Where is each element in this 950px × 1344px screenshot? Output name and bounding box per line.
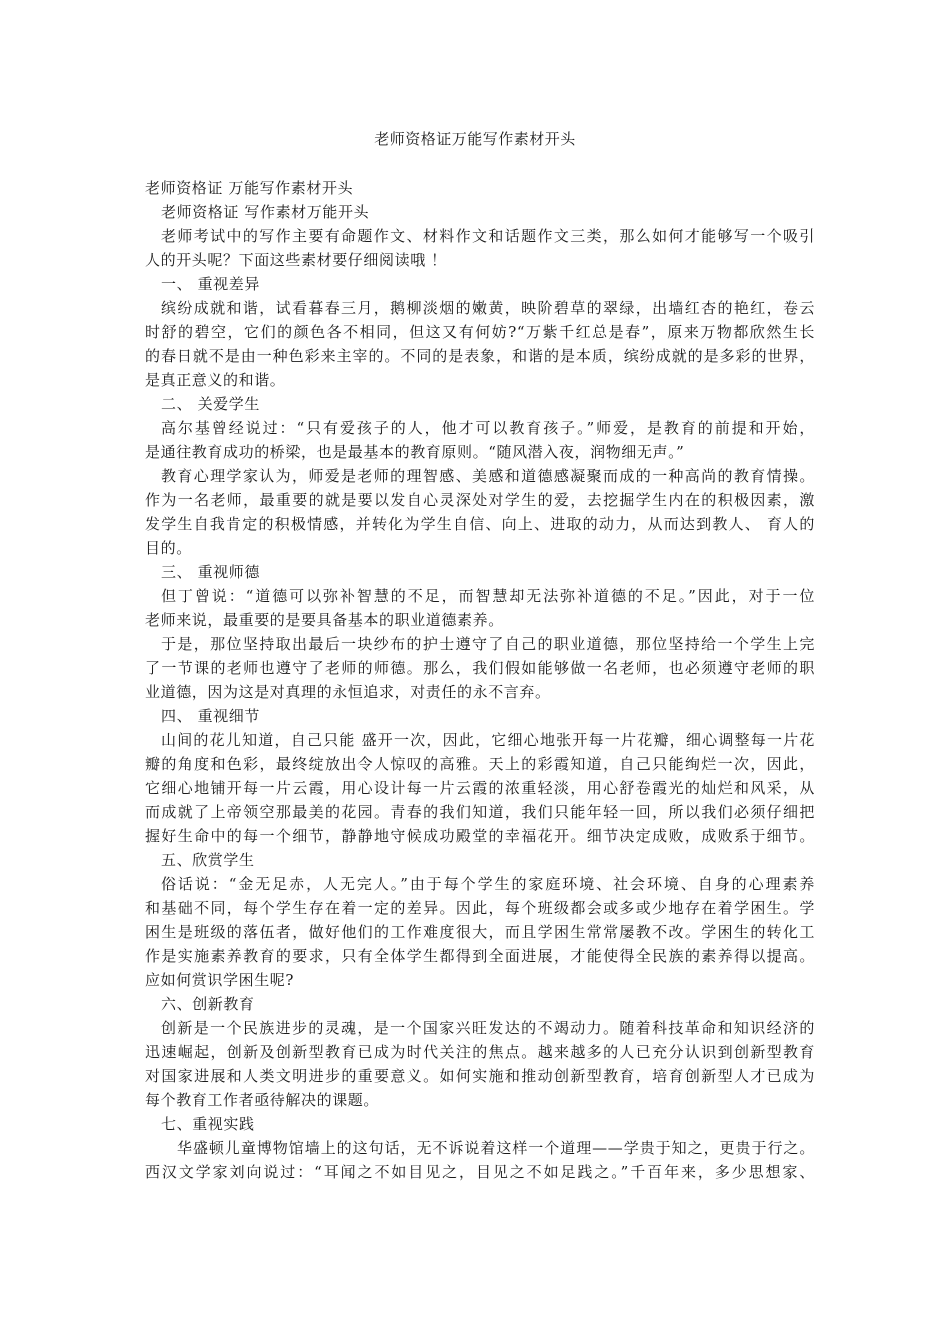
text-line: 困生是班级的落伍者，做好他们的工作难度很大，而且学困生常常屡教不改。学困生的转化工 — [145, 923, 815, 941]
text-line: 六、创新教育 — [161, 995, 255, 1013]
text-line: 对国家进展和人类文明进步的重要意义。如何实施和推动创新型教育，培育创新型人才已成为 — [145, 1067, 815, 1085]
text-line: 人的开头呢？下面这些素材要仔细阅读哦 ！ — [145, 251, 447, 269]
text-line: 作是实施素养教育的要求，只有全体学生都得到全面进展，才能使得全民族的素养得以提高。 — [145, 947, 815, 965]
text-line: 一、 重视差异 — [161, 275, 260, 293]
text-line: 了一节课的老师也遵守了老师的师德。那么，我们假如能够做一名老师，也必须遵守老师的职 — [145, 659, 815, 677]
text-line: 教育心理学家认为，师爱是老师的理智感、美感和道德感凝聚而成的一种高尚的教育情操。 — [161, 467, 815, 485]
text-line: 目的。 — [145, 539, 192, 557]
text-line: 作为一名老师，最重要的就是要以发自心灵深处对学生的爱，去挖掘学生内在的积极因素，激 — [145, 491, 815, 509]
text-line: 于是，那位坚持取出最后一块纱布的护士遵守了自己的职业道德，那位坚持给一个学生上完 — [161, 635, 815, 653]
text-line: 五、欣赏学生 — [161, 851, 255, 869]
text-line: 缤纷成就和谐，试看暮春三月，鹅柳淡烟的嫩黄，映阶碧草的翠绿，出墙红杏的艳红，卷云 — [161, 299, 815, 317]
text-line: 每个教育工作者亟待解决的课题。 — [145, 1091, 380, 1109]
document-title: 老师资格证万能写作素材开头 — [374, 130, 576, 148]
text-line: 高尔基曾经说过：“只有爱孩子的人，他才可以教育孩子。”师爱，是教育的前提和开始， — [161, 419, 815, 437]
text-line: 老师来说，最重要的是要具备基本的职业道德素养。 — [145, 611, 504, 629]
text-line: 俗话说：“金无足赤，人无完人。”由于每个学生的家庭环境、社会环境、自身的心理素养 — [161, 875, 815, 893]
text-line: 华盛顿儿童博物馆墙上的这句话，无不诉说着这样一个道理——学贵于知之，更贵于行之。 — [177, 1139, 815, 1157]
text-line: 时舒的碧空，它们的颜色各不相同，但这又有何妨?“万紫千红总是春”，原来万物都欣然生长 — [145, 323, 815, 341]
text-line: 它细心地铺开每一片云霞，用心设计每一片云霞的浓重轻淡，用心舒卷霞光的灿烂和风采，从 — [145, 779, 815, 797]
text-line: 而成就了上帝领空那最美的花园。青春的我们知道，我们只能年轻一回，所以我们必须仔细把 — [145, 803, 815, 821]
text-line: 老师资格证 写作素材万能开头 — [161, 203, 370, 221]
text-line: 三、 重视师德 — [161, 563, 260, 581]
text-line: 发学生自我肯定的积极情感，并转化为学生自信、向上、进取的动力，从而达到教人、 育人的 — [145, 515, 815, 533]
text-line: 和基础不同，每个学生存在着一定的差异。因此，每个班级都会或多或少地存在着学困生。学 — [145, 899, 815, 917]
text-line: 二、 关爱学生 — [161, 395, 260, 413]
text-line: 七、重视实践 — [161, 1115, 255, 1133]
text-line: 业道德，因为这是对真理的永恒追求，对责任的永不言弃。 — [145, 683, 551, 701]
text-line: 应如何赏识学困生呢? — [145, 971, 295, 989]
text-line: 是通往教育成功的桥梁，也是最基本的教育原则。“随风潜入夜，润物细无声。” — [145, 443, 685, 461]
text-line: 握好生命中的每一个细节，静静地守候成功殿堂的幸福花开。细节决定成败，成败系于细节。 — [145, 827, 815, 845]
text-line: 四、 重视细节 — [161, 707, 260, 725]
text-line: 但丁曾说：“道德可以弥补智慧的不足，而智慧却无法弥补道德的不足。”因此，对于一位 — [161, 587, 815, 605]
text-line: 创新是一个民族进步的灵魂，是一个国家兴旺发达的不竭动力。随着科技革命和知识经济的 — [161, 1019, 815, 1037]
text-line: 西汉文学家刘向说过：“耳闻之不如目见之，目见之不如足践之。”千百年来，多少思想家、 — [145, 1163, 815, 1181]
document-body — [145, 176, 815, 1184]
text-line: 迅速崛起，创新及创新型教育已成为时代关注的焦点。越来越多的人已充分认识到创新型教育 — [145, 1043, 815, 1061]
text-line: 瓣的角度和色彩，最终绽放出令人惊叹的高雅。天上的彩霞知道，自己只能绚烂一次，因此， — [145, 755, 815, 773]
text-line: 是真正意义的和谐。 — [145, 371, 286, 389]
text-line: 的春日就不是由一种色彩来主宰的。不同的是表象，和谐的是本质，缤纷成就的是多彩的世界， — [145, 347, 815, 365]
text-line: 山间的花儿知道，自己只能 盛开一次，因此，它细心地张开每一片花瓣，细心调整每一片花 — [161, 731, 815, 749]
text-line: 老师考试中的写作主要有命题作文、材料作文和话题作文三类，那么如何才能够写一个吸引 — [161, 227, 815, 245]
text-line: 老师资格证 万能写作素材开头 — [145, 179, 354, 197]
